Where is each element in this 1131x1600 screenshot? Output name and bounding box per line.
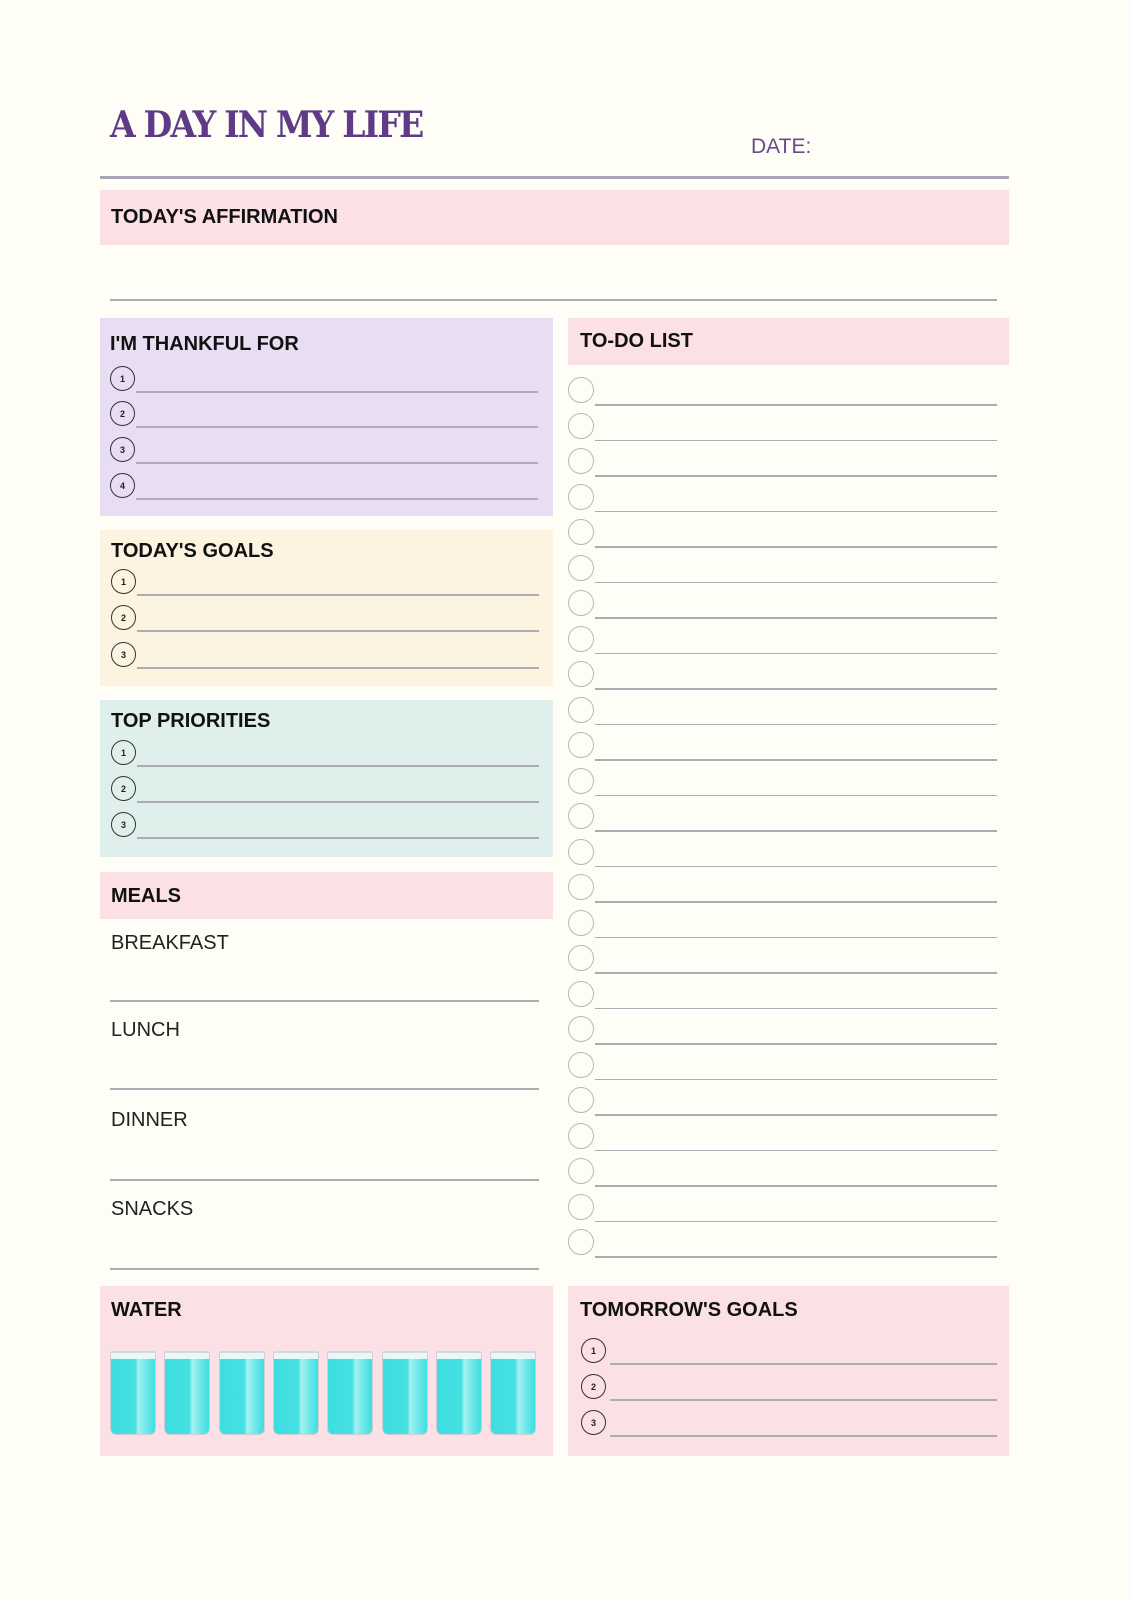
todo-checkbox[interactable]	[568, 661, 594, 687]
todo-checkbox[interactable]	[568, 732, 594, 758]
tomorrow-line[interactable]	[610, 1399, 997, 1401]
todo-checkbox[interactable]	[568, 1194, 594, 1220]
todo-line[interactable]	[595, 404, 997, 406]
priorities-line[interactable]	[137, 837, 539, 839]
header-divider	[100, 176, 1009, 179]
todo-line[interactable]	[595, 1221, 997, 1223]
todo-checkbox[interactable]	[568, 555, 594, 581]
water-glass-icon[interactable]	[327, 1351, 373, 1435]
number-circle-icon: 3	[581, 1410, 606, 1435]
affirmation-title: TODAY'S AFFIRMATION	[111, 206, 338, 228]
todo-line[interactable]	[595, 759, 997, 761]
todo-line[interactable]	[595, 1043, 997, 1045]
todo-line[interactable]	[595, 1256, 997, 1258]
number-circle-icon: 1	[111, 569, 136, 594]
meal-label: DINNER	[111, 1109, 188, 1131]
todo-checkbox[interactable]	[568, 1016, 594, 1042]
water-title: WATER	[111, 1299, 182, 1321]
priorities-line[interactable]	[137, 765, 539, 767]
water-glass-icon[interactable]	[382, 1351, 428, 1435]
thankful-title: I'M THANKFUL FOR	[110, 333, 299, 355]
thankful-line[interactable]	[136, 426, 538, 428]
todo-line[interactable]	[595, 830, 997, 832]
goals-line[interactable]	[137, 630, 539, 632]
goals-title: TODAY'S GOALS	[111, 540, 274, 562]
water-glass-icon[interactable]	[273, 1351, 319, 1435]
number-circle-icon: 2	[111, 605, 136, 630]
number-circle-icon: 1	[110, 366, 135, 391]
thankful-line[interactable]	[136, 462, 538, 464]
number-circle-icon: 3	[111, 812, 136, 837]
todo-checkbox[interactable]	[568, 1158, 594, 1184]
number-circle-icon: 3	[110, 437, 135, 462]
todo-checkbox[interactable]	[568, 1087, 594, 1113]
number-circle-icon: 2	[581, 1374, 606, 1399]
priorities-line[interactable]	[137, 801, 539, 803]
date-label: DATE:	[751, 135, 812, 158]
meal-line[interactable]	[110, 1088, 539, 1090]
todo-line[interactable]	[595, 440, 997, 442]
todo-line[interactable]	[595, 901, 997, 903]
water-glass-icon[interactable]	[490, 1351, 536, 1435]
todo-line[interactable]	[595, 724, 997, 726]
todo-checkbox[interactable]	[568, 1123, 594, 1149]
meal-label: LUNCH	[111, 1019, 180, 1041]
todo-checkbox[interactable]	[568, 910, 594, 936]
meal-label: SNACKS	[111, 1198, 194, 1220]
todo-checkbox[interactable]	[568, 1229, 594, 1255]
todo-checkbox[interactable]	[568, 377, 594, 403]
meal-label: BREAKFAST	[111, 932, 229, 954]
todo-line[interactable]	[595, 1150, 997, 1152]
affirmation-line[interactable]	[110, 299, 997, 301]
todo-line[interactable]	[595, 795, 997, 797]
tomorrow-line[interactable]	[610, 1435, 997, 1437]
todo-checkbox[interactable]	[568, 981, 594, 1007]
thankful-line[interactable]	[136, 391, 538, 393]
thankful-line[interactable]	[136, 498, 538, 500]
todo-checkbox[interactable]	[568, 413, 594, 439]
meal-line[interactable]	[110, 1268, 539, 1270]
todo-checkbox[interactable]	[568, 945, 594, 971]
todo-checkbox[interactable]	[568, 484, 594, 510]
number-circle-icon: 1	[111, 740, 136, 765]
todo-line[interactable]	[595, 1008, 997, 1010]
meal-line[interactable]	[110, 1179, 539, 1181]
todo-checkbox[interactable]	[568, 874, 594, 900]
water-glass-icon[interactable]	[110, 1351, 156, 1435]
water-glass-icon[interactable]	[436, 1351, 482, 1435]
todo-checkbox[interactable]	[568, 697, 594, 723]
todo-checkbox[interactable]	[568, 590, 594, 616]
number-circle-icon: 1	[581, 1338, 606, 1363]
todo-checkbox[interactable]	[568, 448, 594, 474]
todo-checkbox[interactable]	[568, 768, 594, 794]
tomorrow-line[interactable]	[610, 1363, 997, 1365]
todo-line[interactable]	[595, 617, 997, 619]
page-title: A DAY IN MY LIFE	[110, 104, 423, 146]
todo-line[interactable]	[595, 1114, 997, 1116]
todo-line[interactable]	[595, 1185, 997, 1187]
todo-line[interactable]	[595, 511, 997, 513]
goals-line[interactable]	[137, 667, 539, 669]
number-circle-icon: 2	[111, 776, 136, 801]
todo-line[interactable]	[595, 937, 997, 939]
todo-line[interactable]	[595, 546, 997, 548]
number-circle-icon: 2	[110, 401, 135, 426]
tomorrow-title: TOMORROW'S GOALS	[580, 1299, 798, 1321]
todo-checkbox[interactable]	[568, 1052, 594, 1078]
todo-title: TO-DO LIST	[580, 330, 693, 352]
priorities-title: TOP PRIORITIES	[111, 710, 271, 732]
todo-line[interactable]	[595, 866, 997, 868]
todo-line[interactable]	[595, 688, 997, 690]
number-circle-icon: 4	[110, 473, 135, 498]
goals-line[interactable]	[137, 594, 539, 596]
number-circle-icon: 3	[111, 642, 136, 667]
todo-line[interactable]	[595, 653, 997, 655]
meal-line[interactable]	[110, 1000, 539, 1002]
todo-line[interactable]	[595, 1079, 997, 1081]
todo-line[interactable]	[595, 582, 997, 584]
water-glass-icon[interactable]	[164, 1351, 210, 1435]
todo-line[interactable]	[595, 972, 997, 974]
todo-checkbox[interactable]	[568, 803, 594, 829]
todo-line[interactable]	[595, 475, 997, 477]
meals-title: MEALS	[111, 885, 181, 907]
todo-checkbox[interactable]	[568, 839, 594, 865]
water-glass-icon[interactable]	[219, 1351, 265, 1435]
todo-checkbox[interactable]	[568, 519, 594, 545]
todo-checkbox[interactable]	[568, 626, 594, 652]
